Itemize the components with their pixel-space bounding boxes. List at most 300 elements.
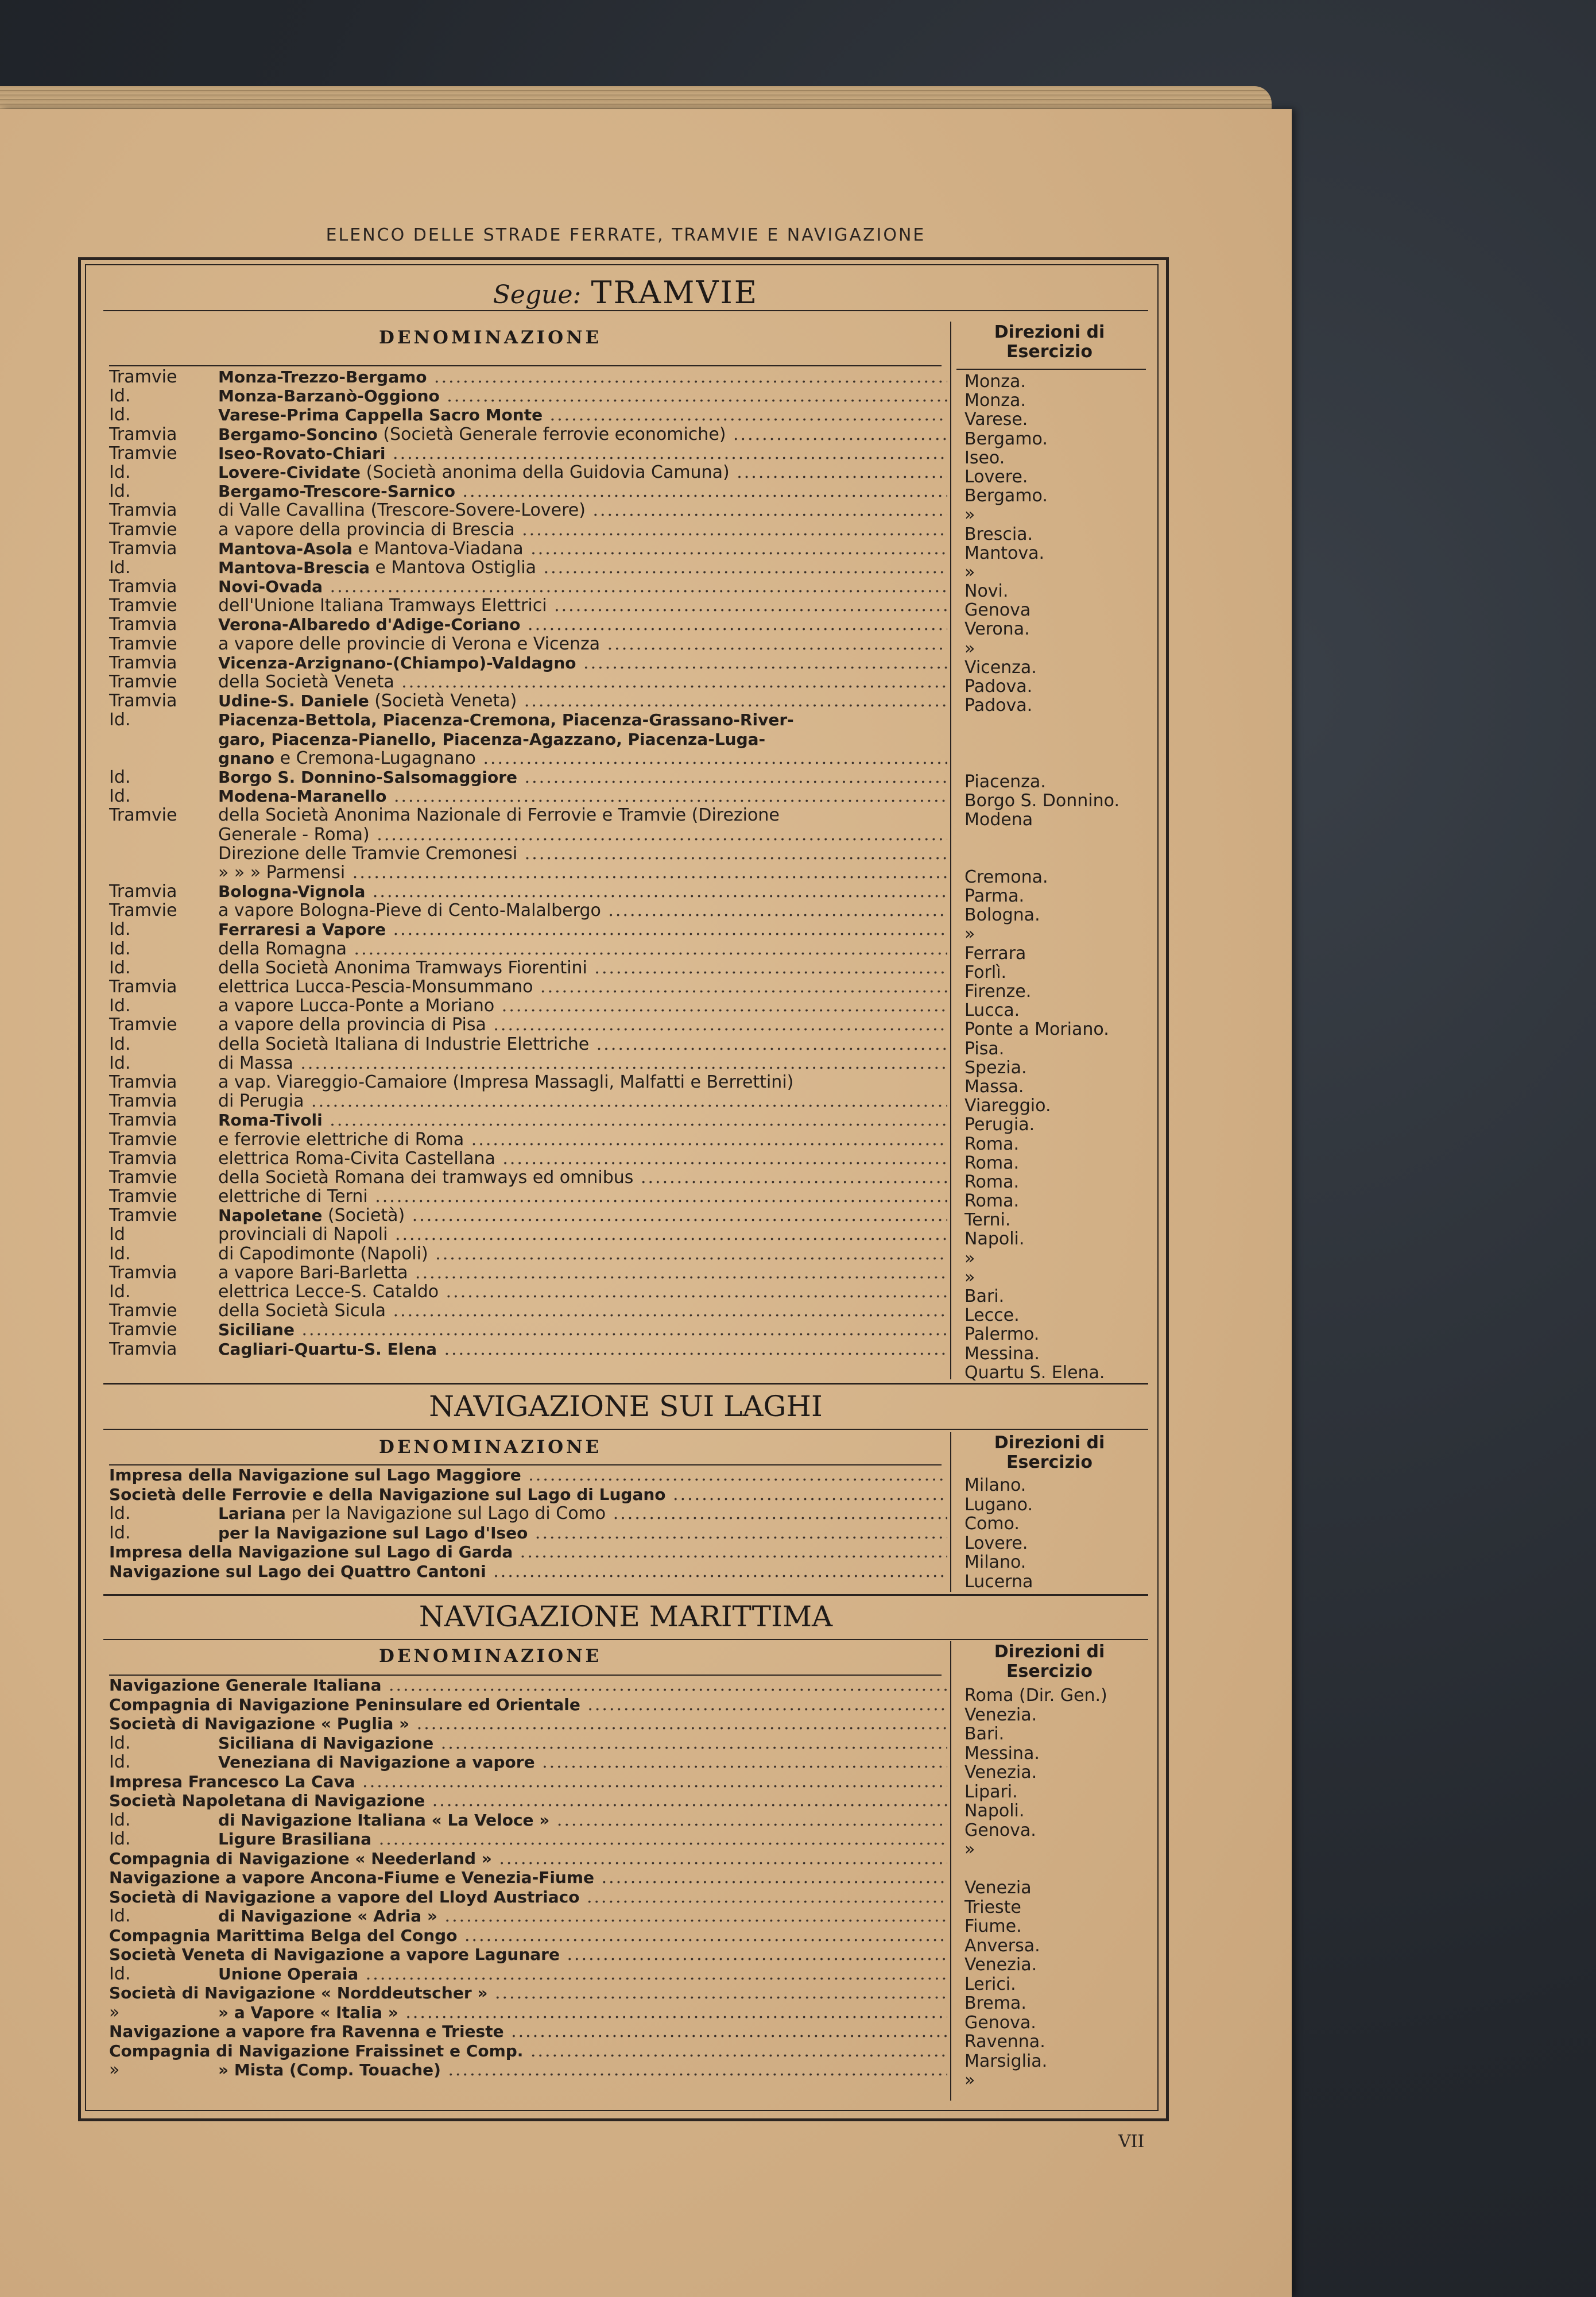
row-name: Veneziana di Navigazione a vapore [218, 1753, 535, 1772]
tramvie-row [109, 1015, 947, 1034]
tramvie-row [109, 635, 947, 653]
tramvie-direction: Lovere. [964, 466, 1028, 487]
row-name: Roma-Tivoli [218, 1111, 323, 1130]
row-prefix: Tramvia [109, 1263, 177, 1282]
marittima-direction: Lipari. [964, 1781, 1018, 1802]
row-detail: (Società Veneta) [369, 691, 517, 711]
marittima-row [109, 1849, 947, 1869]
tramvie-row [109, 1225, 947, 1244]
marittima-direction: Brema. [964, 1993, 1026, 2013]
rule [103, 1383, 1148, 1385]
row-prefix: Id. [109, 1053, 131, 1073]
marittima-row [109, 1676, 947, 1695]
marittima-direction: Genova. [964, 2012, 1036, 2033]
row-prefix: Id. [109, 1034, 131, 1054]
marittima-direction: Genova. [964, 1820, 1036, 1840]
row-name: Lariana [218, 1504, 286, 1523]
row-prefix: Id. [109, 958, 131, 977]
row-detail: » » » Parmensi [218, 863, 346, 883]
laghi-direction: Lucerna [964, 1571, 1033, 1592]
row-prefix: Id. [109, 405, 131, 425]
marittima-direction: Venezia. [964, 1762, 1037, 1782]
marittima-row [109, 1772, 947, 1792]
row-name: gnano [218, 748, 275, 768]
marittima-direction: » [964, 1839, 975, 1859]
tramvie-row [109, 882, 947, 901]
row-detail: della Società Veneta [218, 672, 394, 692]
marittima-direction: Ravenna. [964, 2032, 1045, 2052]
marittima-direction: Roma (Dir. Gen.) [964, 1685, 1107, 1706]
row-prefix: Id [109, 1225, 125, 1244]
tramvie-row [109, 1054, 947, 1073]
tramvie-row [109, 463, 947, 482]
tramvie-direction: Quartu S. Elena. [964, 1362, 1105, 1383]
laghi-row [109, 1542, 947, 1562]
tramvie-direction: Viareggio. [964, 1096, 1051, 1116]
tramvie-direction: Borgo S. Donnino. [964, 791, 1119, 811]
row-detail: (Società) [322, 1206, 405, 1225]
row-prefix: Tramvie [109, 443, 177, 463]
tramvie-direction [964, 753, 1160, 772]
tramvie-direction: » [964, 562, 975, 582]
tramvie-row [109, 730, 947, 749]
row-name: Siciliana di Navigazione [218, 1733, 434, 1753]
row-detail: a vapore della provincia di Pisa [218, 1015, 486, 1035]
tramvie-direction: Piacenza. [964, 771, 1046, 792]
tramvie-row [109, 844, 947, 863]
laghi-title: NAVIGAZIONE SUI LAGHI [429, 1390, 823, 1423]
tramvie-directions [964, 372, 1160, 1382]
tramvie-row [109, 615, 947, 634]
tramvie-row [109, 1035, 947, 1054]
row-name: » Mista (Comp. Touache) [218, 2060, 441, 2079]
rule [103, 1639, 1148, 1640]
tramvie-direction: Varese. [964, 409, 1028, 430]
marittima-row [109, 1983, 947, 2003]
tramvie-direction: Brescia. [964, 524, 1033, 544]
row-name: Società di Navigazione a vapore del Lloyd Austriaco [109, 1887, 580, 1907]
tramvie-row [109, 1187, 947, 1206]
row-detail: elettrica Roma-Civita Castellana [218, 1148, 495, 1168]
row-name: garo, Piacenza-Pianello, Piacenza-Agazzano, Piacenza-Luga- [218, 729, 766, 749]
tramvie-direction: » [964, 1267, 975, 1287]
row-detail: (Società Generale ferrovie economiche) [377, 424, 726, 444]
tramvie-direction: Mantova. [964, 543, 1045, 563]
row-name: Vicenza-Arzignano-(Chiampo)-Valdagno [218, 653, 576, 672]
row-name: Modena-Maranello [218, 787, 387, 806]
row-prefix: Tramvie [109, 596, 177, 616]
tramvie-direction: Bergamo. [964, 486, 1048, 506]
tramvie-row [109, 558, 947, 577]
tramvie-row [109, 787, 947, 806]
tramvie-direction: Palermo. [964, 1324, 1040, 1345]
tramvie-row [109, 1263, 947, 1282]
row-prefix: Id. [109, 1523, 131, 1542]
tramvie-direction [964, 734, 1160, 753]
tramvie-direction: Monza. [964, 372, 1026, 392]
row-prefix: Tramvie [109, 1167, 177, 1188]
laghi-row [109, 1523, 947, 1543]
row-prefix: Id. [109, 710, 131, 730]
tramvie-row [109, 539, 947, 558]
tramvie-direction: Perugia. [964, 1115, 1035, 1135]
row-prefix: Tramvie [109, 1301, 177, 1321]
row-name: Mantova-Asola [218, 539, 353, 558]
tramvie-direction: Vicenza. [964, 657, 1037, 678]
marittima-row [109, 1791, 947, 1811]
tramvie-direction: Lucca. [964, 1000, 1020, 1021]
tramvie-heading: TRAMVIE [591, 274, 759, 311]
tramvie-row [109, 1282, 947, 1301]
laghi-col-direzioni: Direzioni di Esercizio [994, 1433, 1105, 1472]
marittima-direction: Bari. [964, 1724, 1005, 1744]
marittima-row [109, 1714, 947, 1734]
tramvie-direction: Pisa. [964, 1038, 1005, 1059]
row-detail: a vapore Bari-Barletta [218, 1263, 408, 1282]
marittima-directions [964, 1686, 1160, 2090]
running-title: ELENCO DELLE STRADE FERRATE, TRAMVIE E NAVIGAZIONE [326, 225, 926, 245]
row-prefix: Id. [109, 767, 131, 787]
laghi-direction: Milano. [964, 1552, 1026, 1572]
marittima-direction: Venezia. [964, 1704, 1037, 1725]
row-detail: della Romagna [218, 939, 347, 958]
row-prefix: Id. [109, 787, 131, 806]
tramvie-row [109, 520, 947, 539]
row-name: Bologna-Vignola [218, 882, 366, 902]
tramvie-row [109, 958, 947, 977]
row-name: Navigazione a vapore fra Ravenna e Trieste [109, 2022, 504, 2041]
marittima-direction [964, 1859, 1160, 1879]
tramvie-row [109, 425, 947, 444]
row-name: Siciliane [218, 1320, 295, 1340]
tramvie-direction: Verona. [964, 619, 1030, 640]
tramvie-row [109, 577, 947, 596]
row-name: Società Veneta di Navigazione a vapore Lagunare [109, 1945, 560, 1964]
row-prefix: Tramvie [109, 1206, 177, 1225]
tramvie-direction: Padova. [964, 695, 1033, 716]
row-name: di Navigazione « Adria » [218, 1907, 437, 1925]
tramvie-direction: Padova. [964, 676, 1033, 697]
row-detail: di Capodimonte (Napoli) [218, 1244, 428, 1263]
row-detail: di Massa [218, 1053, 293, 1073]
tramvie-row [109, 596, 947, 615]
row-detail: e Mantova Ostiglia [369, 558, 537, 578]
tramvie-direction: Massa. [964, 1076, 1024, 1097]
row-prefix: Tramvia [109, 577, 177, 597]
laghi-direction: Como. [964, 1514, 1020, 1534]
marittima-row [109, 1965, 947, 1984]
row-name: Compagnia di Navigazione Fraissinet e Comp. [109, 2041, 524, 2060]
row-detail: della Società Sicula [218, 1301, 386, 1321]
row-detail: di Valle Cavallina (Trescore-Sovere-Lovere) [218, 501, 586, 520]
row-name: Iseo-Rovato-Chiari [218, 443, 386, 463]
row-prefix: Tramvie [109, 806, 177, 825]
tramvie-row [109, 1168, 947, 1187]
laghi-col-denominazione: DENOMINAZIONE [379, 1437, 602, 1457]
tramvie-row [109, 1111, 947, 1130]
row-name: Impresa Francesco La Cava [109, 1772, 355, 1791]
row-prefix: Id. [109, 558, 131, 578]
row-name: Società delle Ferrovie e della Navigazione sul Lago di Lugano [109, 1484, 666, 1504]
row-name: » a Vapore « Italia » [218, 2002, 398, 2022]
marittima-title: NAVIGAZIONE MARITTIMA [419, 1600, 833, 1633]
tramvie-row [109, 386, 947, 405]
row-detail: provinciali di Napoli [218, 1225, 388, 1244]
row-name: Società di Navigazione « Norddeutscher » [109, 1983, 488, 2002]
row-prefix: » [109, 2002, 120, 2022]
tramvie-direction: Roma. [964, 1153, 1019, 1173]
marittima-row [109, 1868, 947, 1888]
row-prefix: Tramvie [109, 1187, 177, 1206]
row-prefix: Id. [109, 1733, 131, 1753]
row-prefix: Id. [109, 386, 131, 406]
row-prefix: » [109, 2060, 120, 2080]
tramvie-row [109, 1301, 947, 1320]
marittima-row [109, 1811, 947, 1830]
row-name: Monza-Barzanò-Oggiono [218, 386, 440, 406]
tramvie-row [109, 749, 947, 768]
tramvie-direction: » [964, 638, 975, 659]
tramvie-direction: Roma. [964, 1191, 1019, 1212]
tramvie-direction: Parma. [964, 886, 1025, 907]
tramvie-row [109, 977, 947, 996]
row-prefix: Id. [109, 1810, 131, 1830]
tramvie-direction: Messina. [964, 1343, 1040, 1364]
tramvie-direction: » [964, 924, 975, 945]
marittima-direction: Messina. [964, 1743, 1040, 1764]
tramvie-col-direzioni: Direzioni di Esercizio [994, 322, 1105, 362]
tramvie-list [109, 368, 947, 1359]
marittima-col-direzioni: Direzioni di Esercizio [994, 1642, 1105, 1681]
page-number: VII [1118, 2132, 1145, 2152]
tramvie-direction: Ponte a Moriano. [964, 1019, 1109, 1040]
tramvie-row [109, 1073, 947, 1092]
tramvie-direction: Lecce. [964, 1305, 1020, 1326]
tramvie-direction [964, 830, 1160, 849]
row-detail: di Perugia [218, 1092, 304, 1111]
tramvie-row [109, 1320, 947, 1339]
tramvie-row [109, 920, 947, 939]
row-prefix: Id. [109, 1907, 131, 1926]
row-prefix: Tramvia [109, 539, 177, 558]
laghi-directions [964, 1476, 1160, 1591]
rule [109, 365, 942, 366]
row-prefix: Tramvie [109, 634, 177, 653]
row-name: di Navigazione Italiana « La Veloce » [218, 1810, 550, 1830]
row-detail: (Società anonima della Guidovia Camuna) [361, 462, 730, 482]
column-divider [950, 1641, 951, 2101]
tramvie-row [109, 1092, 947, 1111]
tramvie-direction: Spezia. [964, 1057, 1027, 1078]
tramvie-row [109, 825, 947, 844]
row-name: Lovere-Cividate [218, 462, 361, 482]
row-prefix: Tramvie [109, 1015, 177, 1035]
marittima-direction: Venezia. [964, 1955, 1037, 1975]
marittima-list [109, 1676, 947, 2080]
row-name: Mantova-Brescia [218, 558, 370, 577]
row-prefix: Tramvia [109, 501, 177, 520]
marittima-row [109, 1888, 947, 1907]
row-name: Navigazione a vapore Ancona-Fiume e Venezia-Fiume [109, 1868, 595, 1887]
marittima-row [109, 2022, 947, 2041]
row-name: Ferraresi a Vapore [218, 920, 386, 939]
laghi-direction: Lugano. [964, 1494, 1033, 1515]
tramvie-title [103, 274, 1148, 311]
row-prefix: Id. [109, 1244, 131, 1263]
row-prefix: Tramvia [109, 1092, 177, 1111]
marittima-col-denominazione: DENOMINAZIONE [379, 1646, 602, 1666]
row-detail: elettrica Lecce-S. Cataldo [218, 1282, 439, 1302]
row-name: Napoletane [218, 1206, 323, 1225]
laghi-row [109, 1485, 947, 1505]
marittima-direction: Napoli. [964, 1801, 1025, 1821]
tramvie-direction: Monza. [964, 390, 1026, 411]
tramvie-direction: Terni. [964, 1210, 1011, 1231]
marittima-row [109, 1945, 947, 1965]
row-name: Impresa della Navigazione sul Lago di Garda [109, 1542, 513, 1561]
row-prefix: Id. [109, 1964, 131, 1983]
tramvie-row [109, 444, 947, 463]
row-detail: della Società Italiana di Industrie Elettriche [218, 1034, 590, 1054]
laghi-row [109, 1562, 947, 1581]
row-prefix: Tramvie [109, 368, 177, 387]
row-detail: elettrica Lucca-Pescia-Monsummano [218, 977, 533, 997]
row-name: Bergamo-Trescore-Sarnico [218, 482, 455, 501]
row-name: Unione Operaia [218, 1964, 359, 1983]
marittima-row [109, 1926, 947, 1946]
tramvie-direction: Modena [964, 810, 1033, 830]
row-name: Navigazione Generale Italiana [109, 1676, 382, 1695]
row-prefix: Id. [109, 462, 131, 482]
rule [956, 369, 1146, 370]
column-divider [950, 1432, 951, 1592]
row-detail: a vapore Lucca-Ponte a Moriano [218, 996, 495, 1016]
marittima-row [109, 2003, 947, 2023]
row-detail: per la Navigazione sul Lago di Como [285, 1504, 606, 1523]
laghi-direction: Milano. [964, 1475, 1026, 1495]
marittima-row [109, 2041, 947, 2061]
row-prefix: Id. [109, 482, 131, 501]
tramvie-direction: Roma. [964, 1134, 1019, 1154]
column-divider [950, 322, 951, 1379]
tramvie-direction: Genova [964, 600, 1031, 621]
tramvie-row [109, 939, 947, 958]
row-detail: a vapore della provincia di Brescia [218, 520, 515, 539]
tramvie-row [109, 1244, 947, 1263]
tramvie-direction: Cremona. [964, 867, 1048, 887]
segue-label: Segue: [493, 280, 582, 310]
laghi-direction: Lovere. [964, 1533, 1028, 1553]
row-name: Verona-Albaredo d'Adige-Coriano [218, 615, 521, 635]
tramvie-row [109, 901, 947, 920]
tramvie-row [109, 1149, 947, 1168]
marittima-direction: Venezia [964, 1878, 1032, 1898]
row-name: Monza-Trezzo-Bergamo [218, 368, 427, 386]
tramvie-row [109, 405, 947, 424]
tramvie-row [109, 672, 947, 691]
row-name: Piacenza-Bettola, Piacenza-Cremona, Piacenza-Grassano-River- [218, 710, 794, 730]
row-name: Navigazione sul Lago dei Quattro Cantoni [109, 1561, 486, 1581]
marittima-row [109, 1830, 947, 1849]
tramvie-direction: Bergamo. [964, 428, 1048, 449]
row-detail: a vap. Viareggio-Camaiore (Impresa Massagli, Malfatti e Berrettini) [218, 1072, 794, 1092]
row-name: Novi-Ovada [218, 577, 323, 597]
row-prefix: Tramvie [109, 1320, 177, 1340]
row-detail: della Società Anonima Nazionale di Ferrovie e Tramvie (Direzione [218, 806, 780, 825]
row-prefix: Id. [109, 1753, 131, 1772]
row-prefix: Id. [109, 996, 131, 1016]
marittima-row [109, 2060, 947, 2080]
row-prefix: Tramvia [109, 1111, 177, 1130]
row-prefix: Tramvia [109, 615, 177, 635]
tramvie-row [109, 1206, 947, 1225]
tramvie-direction [964, 715, 1160, 734]
tramvie-row [109, 768, 947, 787]
row-prefix: Tramvia [109, 977, 177, 997]
row-prefix: Tramvia [109, 653, 177, 672]
row-name: Cagliari-Quartu-S. Elena [218, 1339, 437, 1359]
marittima-direction: Trieste [964, 1897, 1021, 1917]
tramvie-row [109, 1130, 947, 1149]
row-prefix: Tramvia [109, 691, 177, 711]
tramvie-direction: Forlì. [964, 962, 1007, 983]
row-prefix: Id. [109, 920, 131, 939]
laghi-row [109, 1465, 947, 1485]
tramvie-direction: » [964, 505, 975, 525]
row-detail: a vapore Bologna-Pieve di Cento-Malalbergo [218, 901, 601, 921]
row-detail: e Cremona-Lugagnano [274, 748, 476, 768]
laghi-row [109, 1504, 947, 1523]
row-prefix: Tramvie [109, 1130, 177, 1149]
tramvie-direction: Firenze. [964, 981, 1032, 1001]
tramvie-row [109, 482, 947, 501]
tramvie-direction: » [964, 1248, 975, 1269]
rule [103, 310, 1148, 311]
row-detail: e Mantova-Viadana [352, 539, 524, 558]
row-name: Ligure Brasiliana [218, 1830, 372, 1849]
rule [103, 1594, 1148, 1596]
laghi-list [109, 1465, 947, 1581]
row-detail: della Società Romana dei tramways ed omnibus [218, 1167, 634, 1188]
row-prefix: Id. [109, 939, 131, 958]
row-prefix: Tramvia [109, 424, 177, 444]
row-name: Bergamo-Soncino [218, 424, 378, 444]
tramvie-row [109, 863, 947, 882]
row-prefix: Id. [109, 1830, 131, 1849]
row-name: Società Napoletana di Navigazione [109, 1791, 425, 1810]
row-detail: della Società Anonima Tramways Fiorentini [218, 958, 587, 977]
row-prefix: Tramvie [109, 901, 177, 921]
row-name: Varese-Prima Cappella Sacro Monte [218, 405, 543, 425]
row-prefix: Id. [109, 1282, 131, 1302]
row-prefix: Tramvia [109, 1148, 177, 1168]
row-detail: e ferrovie elettriche di Roma [218, 1130, 464, 1149]
row-name: Compagnia di Navigazione Peninsulare ed Orientale [109, 1695, 580, 1714]
row-prefix: Tramvia [109, 1072, 177, 1092]
tramvie-row [109, 806, 947, 825]
row-name: Società di Navigazione « Puglia » [109, 1714, 410, 1733]
marittima-direction: » [964, 2070, 975, 2090]
row-detail: dell'Unione Italiana Tramways Elettrici [218, 596, 547, 616]
tramvie-direction: Napoli. [964, 1229, 1025, 1250]
tramvie-direction: Roma. [964, 1171, 1019, 1192]
row-name: Udine-S. Daniele [218, 691, 369, 711]
row-prefix: Tramvie [109, 520, 177, 539]
rule [103, 1429, 1148, 1430]
tramvie-direction: Bologna. [964, 905, 1040, 926]
row-detail: a vapore delle provincie di Verona e Vicenza [218, 634, 601, 653]
row-detail: elettriche di Terni [218, 1187, 368, 1206]
